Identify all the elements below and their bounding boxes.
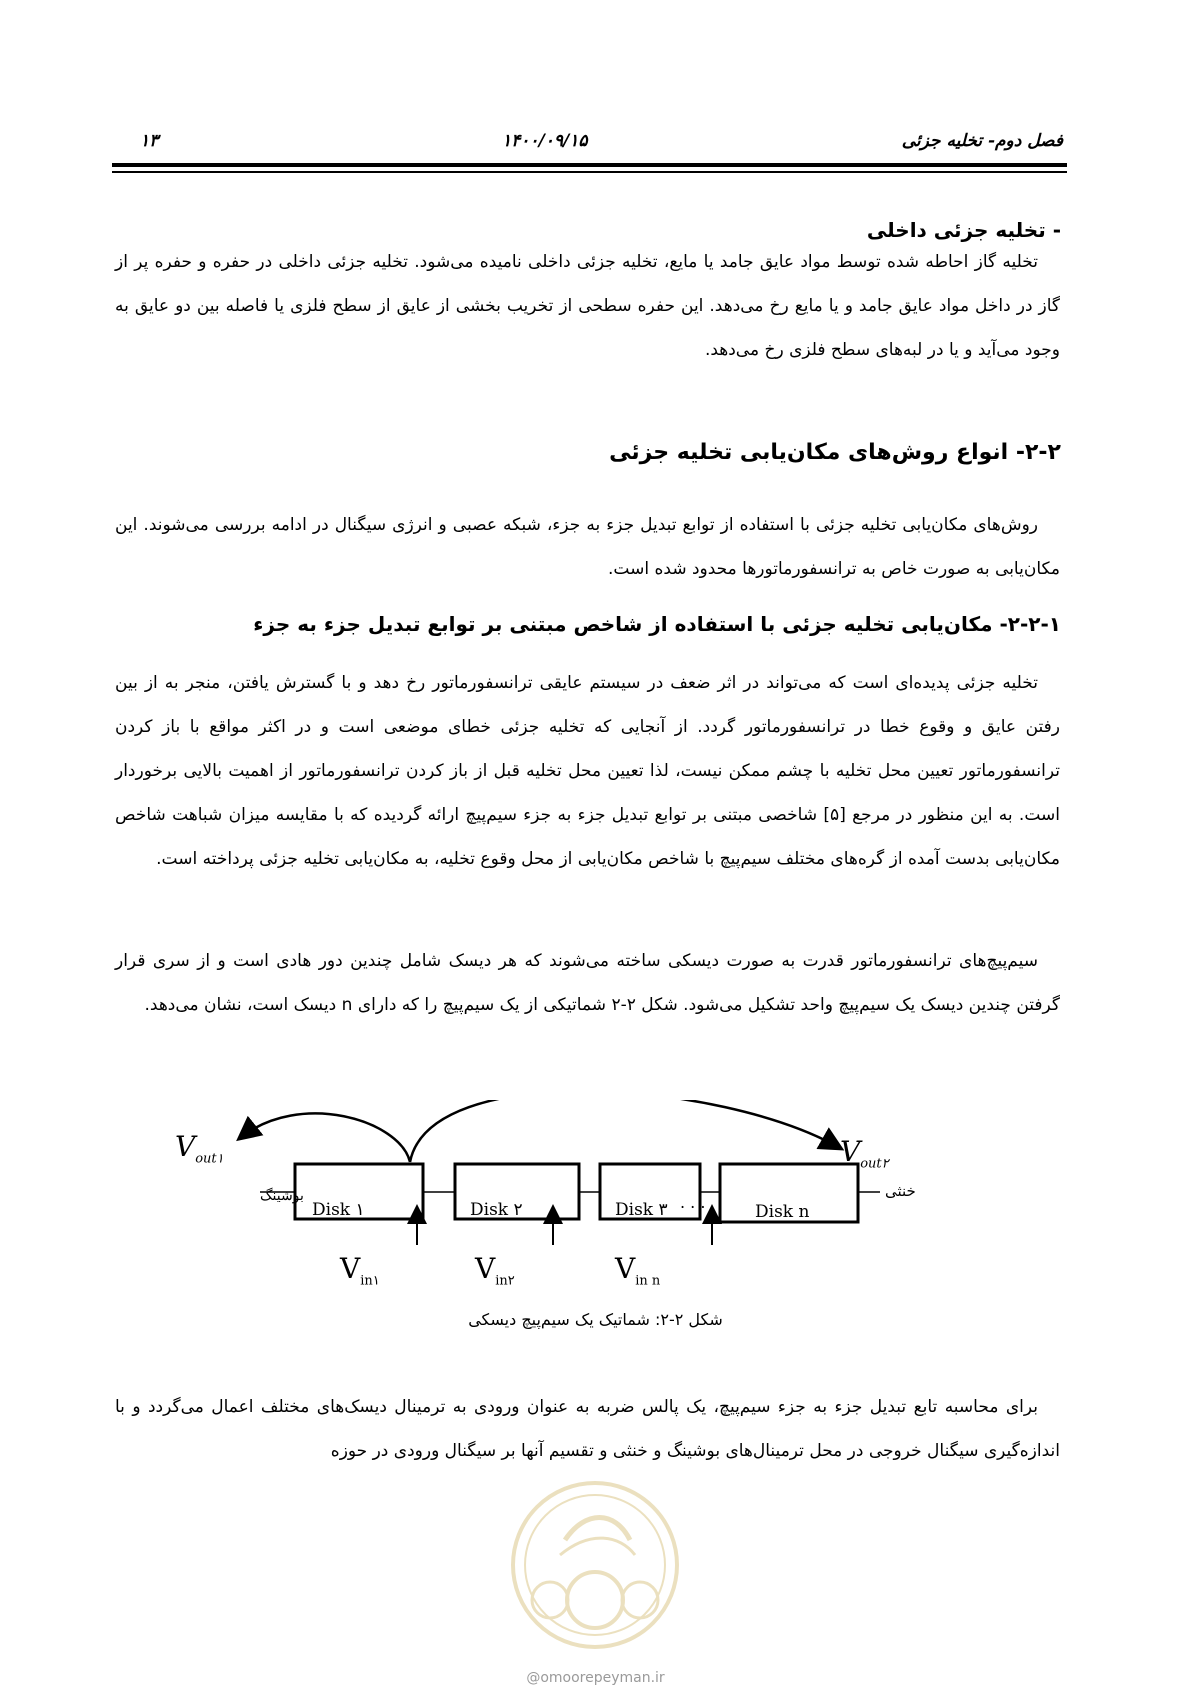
paragraph-internal-pd xyxy=(115,240,1060,372)
vin2-subscript: in۲ xyxy=(495,1273,515,1289)
heading-section-2-2-1: ۲-۲-۱- مکان‌یابی تخلیه جزئی با استفاده از شاخص مبتنی بر توابع تبدیل جزء به جزء xyxy=(253,612,1061,636)
paragraph-text: تخلیه گاز احاطه شده توسط مواد عایق جامد یا مایع، تخلیه جزئی داخلی نامیده می‌شود. تخلیه جزئی داخلی در حفره و حفره پر از گاز در داخل مواد عایق جامد و یا مایع رخ می‌دهد. این حفره سطحی از تخریب بخشی از عایق از سطح فلزی یا فاصله بین دو عایق به وجود می‌آید و یا در لبه‌های سطح فلزی رخ می‌دهد. xyxy=(115,252,1060,360)
vin1-symbol: V xyxy=(340,1252,361,1285)
output-curve-left xyxy=(240,1113,410,1162)
vinn-symbol: V xyxy=(615,1252,636,1285)
neutral-label: خنثی xyxy=(885,1182,916,1200)
paragraph-section-2-2-1a xyxy=(115,661,1060,881)
watermark-url: @omoorepeyman.ir xyxy=(526,1670,665,1686)
vin2-label xyxy=(475,1252,515,1289)
header-page-number: ۱۳ xyxy=(140,131,159,151)
watermark-seal-icon xyxy=(505,1470,685,1660)
vinn-label xyxy=(615,1252,660,1289)
disk-1-label: Disk ۱ xyxy=(312,1200,365,1220)
vout2-label xyxy=(840,1135,889,1172)
ellipsis: . . . xyxy=(680,1193,706,1212)
paragraph-closing xyxy=(115,1385,1060,1473)
vout2-subscript: out۲ xyxy=(860,1156,889,1172)
paragraph-section-2-2 xyxy=(115,503,1060,591)
header-rule-thin xyxy=(112,171,1067,173)
vout2-symbol: V xyxy=(840,1135,861,1168)
paragraph-section-2-2-1b xyxy=(115,939,1060,1027)
heading-section-2-2: ۲-۲- انواع روش‌های مکان‌یابی تخلیه جزئی xyxy=(609,440,1061,465)
watermark-logo xyxy=(505,1470,685,1660)
vin1-subscript: in۱ xyxy=(360,1273,380,1289)
vin2-symbol: V xyxy=(475,1252,496,1285)
vout1-symbol: V xyxy=(175,1130,196,1163)
output-curve-right xyxy=(410,1100,840,1162)
vout1-subscript: out۱ xyxy=(195,1151,224,1167)
winding-schematic-figure xyxy=(160,1100,960,1300)
paragraph-text: روش‌های مکان‌یابی تخلیه جزئی با استفاده از توابع تبدیل جزء به جزء، شبکه عصبی و انرژی سیگنال در ادامه بررسی می‌شوند. این مکان‌یابی به صورت خاص به ترانسفورماتورها محدود شده است. xyxy=(115,515,1060,579)
disk-3-label: Disk ۳ xyxy=(615,1200,668,1220)
vout1-label xyxy=(175,1130,224,1167)
figure-caption: شکل ۲-۲: شماتیک یک سیم‌پیچ دیسکی xyxy=(468,1310,723,1329)
header-rule-thick xyxy=(112,163,1067,167)
disk-2-label: Disk ۲ xyxy=(470,1200,523,1220)
header-date: ۱۴۰۰/۰۹/۱۵ xyxy=(502,131,588,151)
bushing-label: بوشینگ xyxy=(260,1188,304,1204)
paragraph-text: برای محاسبه تابع تبدیل جزء به جزء سیم‌پیچ، یک پالس ضربه به عنوان ورودی به ترمینال دیسک‌های مختلف اعمال می‌گردد و با اندازه‌گیری سیگنال خروجی در محل ترمینال‌های بوشینگ و خنثی و تقسیم آنها بر سیگنال ورودی در حوزه xyxy=(115,1397,1060,1461)
paragraph-text: سیم‌پیچ‌های ترانسفورماتور قدرت به صورت دیسکی ساخته می‌شوند که هر دیسک شامل چندین دور هادی است و از سری قرار گرفتن چندین دیسک یک سیم‌پیچ واحد تشکیل می‌شود. شکل ۲-۲ شماتیکی از یک سیم‌پیچ را که دارای n دیسک است، نشان می‌دهد. xyxy=(115,951,1060,1015)
vinn-subscript: in n xyxy=(635,1273,661,1289)
disk-n-label: Disk n xyxy=(755,1202,810,1222)
vin1-label xyxy=(340,1252,380,1289)
header-chapter-title: فصل دوم- تخلیه جزئی xyxy=(901,131,1063,151)
heading-internal-pd: - تخلیه جزئی داخلی xyxy=(866,218,1061,242)
paragraph-text: تخلیه جزئی پدیده‌ای است که می‌تواند در اثر ضعف در سیستم عایقی ترانسفورماتور رخ دهد و با گسترش یافتن، منجر به از بین رفتن عایق و وقوع خطا در ترانسفورماتور گردد. از آنجایی که تخلیه جزئی خطای موضعی است و در اکثر مواقع با باز کردن ترانسفورماتور تعیین محل تخلیه با چشم ممکن نیست، لذا تعیین محل تخلیه قبل از باز کردن ترانسفورماتور از اهمیت بالایی برخوردار است. به این منظور در مرجع [۵] شاخصی مبتنی بر توابع تبدیل جزء به جزء سیم‌پیچ ارائه گردیده که با مقایسه میزان شباهت شاخص مکان‌یابی بدست آمده از گره‌های مختلف سیم‌پیچ با شاخص مکان‌یابی از محل وقوع تخلیه، به مکان‌یابی تخلیه جزئی پرداخته است. xyxy=(115,673,1061,869)
